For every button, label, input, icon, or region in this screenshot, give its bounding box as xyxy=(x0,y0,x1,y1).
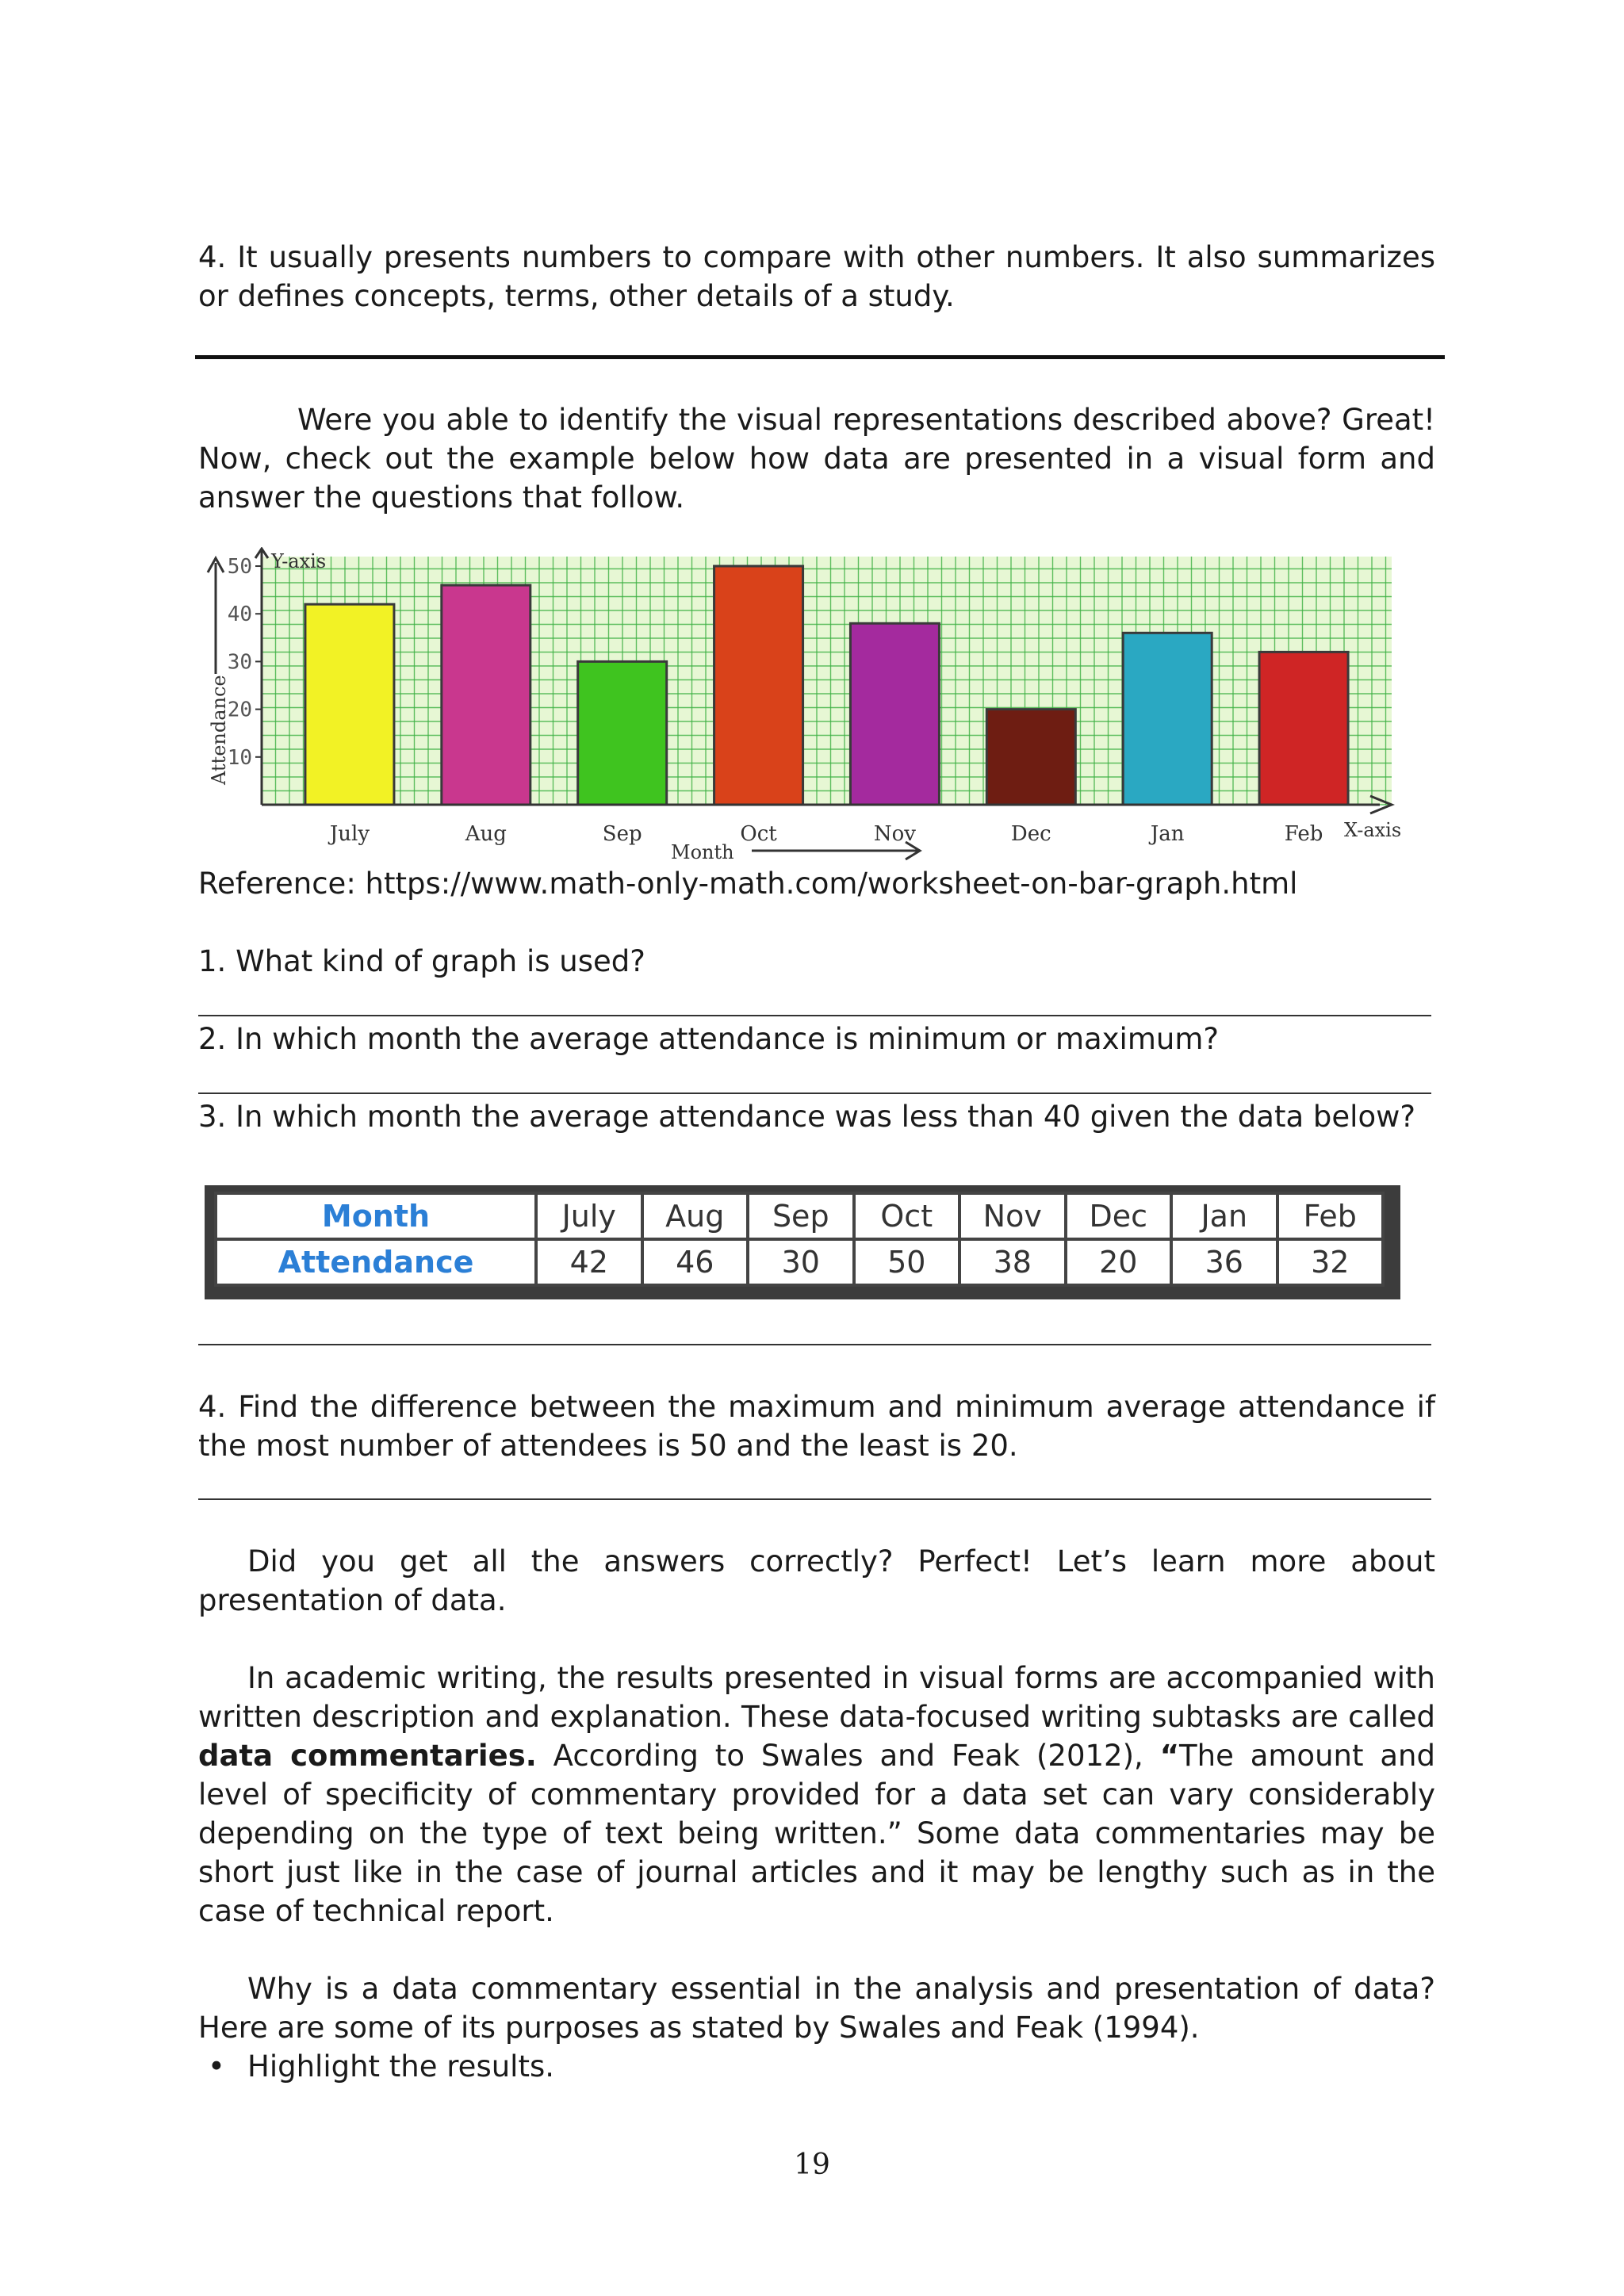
paragraph-why-commentary: Why is a data commentary essential in the analysis and presentation of data? Here are some of its purposes as stated by Swales and Feak (1994). xyxy=(198,1972,1435,2045)
y-axis-name: Y-axis xyxy=(271,550,327,572)
question-2: 2. In which month the average attendance is minimum or maximum? xyxy=(198,1022,1220,1056)
y-tick-label: 30 xyxy=(227,650,252,675)
table-cell: Dec xyxy=(1066,1193,1172,1239)
bullet-text: Highlight the results. xyxy=(247,2049,555,2084)
x-axis-name: X-axis xyxy=(1344,819,1402,841)
question-4: 4. Find the difference between the maximum and minimum average attendance if the most number of attendees is 50 and the least is 20. xyxy=(198,1390,1435,1463)
academic-text-part1: In academic writing, the results presented in visual forms are accompanied with written description and explanation. These data-focused writing subtasks are called xyxy=(198,1661,1435,1734)
academic-text-part2: According to Swales and Feak (2012), xyxy=(536,1739,1160,1773)
chart-background xyxy=(262,557,1392,805)
answer-line-4 xyxy=(198,1498,1431,1500)
y-axis-label: Attendance xyxy=(208,675,230,785)
question-1: 1. What kind of graph is used? xyxy=(198,944,645,978)
table-header-month: Month xyxy=(216,1193,536,1239)
x-tick-label: Oct xyxy=(740,822,777,846)
table-cell: 46 xyxy=(642,1239,749,1285)
paragraph-academic-writing xyxy=(198,1659,1435,1931)
reference-text: Reference: https://www.math-only-math.com/worksheet-on-bar-graph.html xyxy=(198,867,1298,901)
table-cell: July xyxy=(536,1193,642,1239)
table-cell: 36 xyxy=(1171,1239,1277,1285)
chart-grid xyxy=(262,557,1392,805)
chart-bar xyxy=(1259,652,1348,805)
chart-bar xyxy=(442,585,530,805)
term-data-commentaries: data commentaries. xyxy=(198,1739,537,1773)
chart-bar xyxy=(850,623,939,805)
y-tick-label: 10 xyxy=(227,745,252,770)
opening-quote-mark: “ xyxy=(1159,1739,1180,1773)
chart-bar xyxy=(986,710,1075,805)
section-divider xyxy=(195,355,1445,359)
chart-bar xyxy=(305,604,394,805)
table-cell: 42 xyxy=(536,1239,642,1285)
answer-line-3 xyxy=(198,1344,1431,1345)
answer-line-2 xyxy=(198,1093,1431,1094)
page-number: 19 xyxy=(794,2149,830,2181)
y-tick-label: 40 xyxy=(227,603,252,627)
x-tick-label: Sep xyxy=(602,822,642,846)
x-tick-label: Nov xyxy=(873,822,916,846)
academic-text-part3: The amount and level of specificity of commentary provided for a data set can vary considerably depending on the type of text being written.” Some data commentaries may be short just like in the case of journal articles and it may be lengthy such as in the case of technical report. xyxy=(198,1739,1435,1928)
y-tick-label: 20 xyxy=(227,698,252,722)
bar-chart xyxy=(198,547,1419,864)
table-cell: 20 xyxy=(1066,1239,1172,1285)
x-tick-label: Aug xyxy=(465,822,507,846)
bullet-item xyxy=(208,2047,1437,2086)
x-tick-label: July xyxy=(329,822,370,846)
chart-bar xyxy=(578,661,667,805)
attendance-table xyxy=(214,1192,1385,1287)
table-cell: 30 xyxy=(748,1239,854,1285)
chart-bar xyxy=(714,566,803,805)
table-cell: 50 xyxy=(854,1239,960,1285)
intro-paragraph: Were you able to identify the visual representations described above? Great! Now, check out the example below how data are presented in a visual form and answer the questions that follow. xyxy=(198,403,1435,515)
answer-line-1 xyxy=(198,1015,1431,1016)
table-row-months xyxy=(216,1193,1383,1239)
table-row-attendance xyxy=(216,1239,1383,1285)
table-cell: 38 xyxy=(959,1239,1066,1285)
y-tick-label: 50 xyxy=(227,555,252,580)
table-cell: Jan xyxy=(1171,1193,1277,1239)
bullet-dot-icon: • xyxy=(208,2049,225,2084)
table-cell: 32 xyxy=(1277,1239,1384,1285)
x-axis-label: Month xyxy=(671,841,734,863)
question-3: 3. In which month the average attendance was less than 40 given the data below? xyxy=(198,1100,1415,1134)
item-4-text: 4. It usually presents numbers to compare with other numbers. It also summarizes or defines concepts, terms, other details of a study. xyxy=(198,240,1435,313)
paragraph-correct-answers: Did you get all the answers correctly? Perfect! Let’s learn more about presentation of data. xyxy=(198,1544,1435,1617)
table-cell: Nov xyxy=(959,1193,1066,1239)
x-tick-label: Feb xyxy=(1284,822,1323,846)
attendance-table-frame xyxy=(205,1185,1400,1299)
table-cell: Aug xyxy=(642,1193,749,1239)
table-cell: Oct xyxy=(854,1193,960,1239)
x-tick-label: Jan xyxy=(1150,822,1185,846)
bar-chart-svg xyxy=(198,547,1419,864)
chart-bar xyxy=(1123,633,1212,805)
table-cell: Feb xyxy=(1277,1193,1384,1239)
x-tick-label: Dec xyxy=(1010,822,1051,846)
table-header-attendance: Attendance xyxy=(216,1239,536,1285)
table-cell: Sep xyxy=(748,1193,854,1239)
